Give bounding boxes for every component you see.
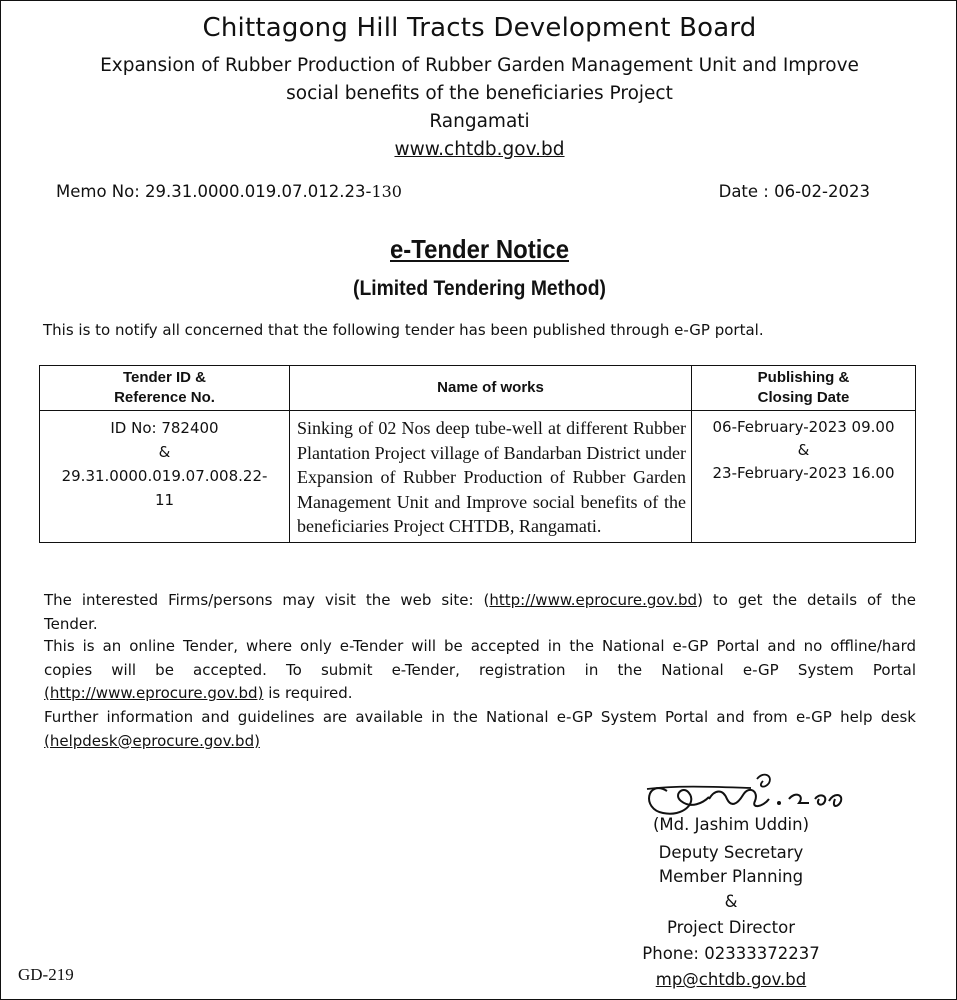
memo-number-suffix: 130 [371,182,402,201]
paragraph-1-line-1 [44,589,916,613]
paragraph-1-line-2: Tender. [44,614,98,633]
tender-table [39,365,916,543]
project-name-line-1: Expansion of Rubber Production of Rubber Garden Management Unit and Improve [100,55,859,76]
intro-text: This is to notify all concerned that the following tender has been published through e-GP portal. [43,321,764,339]
eprocure-link-1[interactable]: http://www.eprocure.gov.bd [489,591,698,609]
paragraph-website-info [44,589,916,636]
tender-id-cell [40,411,290,543]
helpdesk-email-link[interactable]: (helpdesk@eprocure.gov.bd) [44,731,260,750]
header-dates-line-1: Publishing & [757,369,850,386]
memo-date: Date : 06-02-2023 [718,182,870,201]
organization-name: Chittagong Hill Tracts Development Board [202,13,757,43]
notice-title: e-Tender Notice [390,234,569,264]
header-tender-id-line-2: Reference No. [114,389,215,406]
header-dates [692,366,916,411]
signatory-name: (Md. Jashim Uddin) [652,815,810,834]
signatory-title-1: Deputy Secretary [658,843,804,862]
header-tender-id [40,366,290,411]
paragraph-2-line-3 [44,684,353,702]
project-name-line-2: social benefits of the beneficiaries Project [286,83,673,104]
paragraph-2-line-2: copies will be accepted. To submit e-Tender, registration in the National e-GP System Portal [44,660,916,679]
memo-number [56,182,402,201]
footer-code: GD-219 [18,965,74,984]
header-tender-id-line-1: Tender ID & [122,369,207,386]
city: Rangamati [429,111,530,132]
paragraph-2-end: is required. [263,684,353,702]
tender-id: ID No: 782400 [110,419,219,437]
paragraph-1-text-a: The interested Firms/persons may visit the web site: ( [44,591,490,609]
website-link[interactable]: www.chtdb.gov.bd [394,139,565,160]
signatory-phone: Phone: 02333372237 [642,944,820,963]
tendering-method: (Limited Tendering Method) [353,277,606,300]
closing-date: 23-February-2023 16.00 [712,464,895,482]
reference-number-line-1: 29.31.0000.019.07.008.22- [61,467,268,485]
dates-cell [692,411,916,543]
memo-number-text: Memo No: 29.31.0000.019.07.012.23- [56,182,372,201]
reference-number-line-2: 11 [154,491,175,509]
dates-amp: & [797,441,810,459]
tender-id-amp: & [158,443,171,461]
signatory-title-2: Member Planning [658,867,804,886]
header-name-of-works: Name of works [290,366,692,411]
signatory-title-3: Project Director [667,918,795,937]
table-row [40,411,916,543]
eprocure-link-2[interactable]: (http://www.eprocure.gov.bd) [44,684,264,702]
paragraph-1-text-b: ) to get the details of the [697,591,916,609]
paragraph-3-line-1: Further information and guidelines are available in the National e-GP System Portal and from e-GP help desk [44,708,916,726]
signatory-amp: & [724,892,738,911]
header-dates-line-2: Closing Date [757,389,850,406]
publishing-date: 06-February-2023 09.00 [712,418,895,436]
paragraph-2-line-1: This is an online Tender, where only e-Tender will be accepted in the National e-GP Portal and no offline/hard [44,637,916,655]
paragraph-further-info [44,706,916,753]
signatory-email[interactable]: mp@chtdb.gov.bd [655,970,807,989]
table-header-row [40,366,916,411]
paragraph-online-tender [44,635,916,706]
work-description: Sinking of 02 Nos deep tube-well at different Rubber Plantation Project village of Bandarban District under Expansion of Rubber Production of Rubber Garden Management Unit and Improve social benefits of the beneficiaries Project CHTDB, Rangamati. [290,411,692,543]
